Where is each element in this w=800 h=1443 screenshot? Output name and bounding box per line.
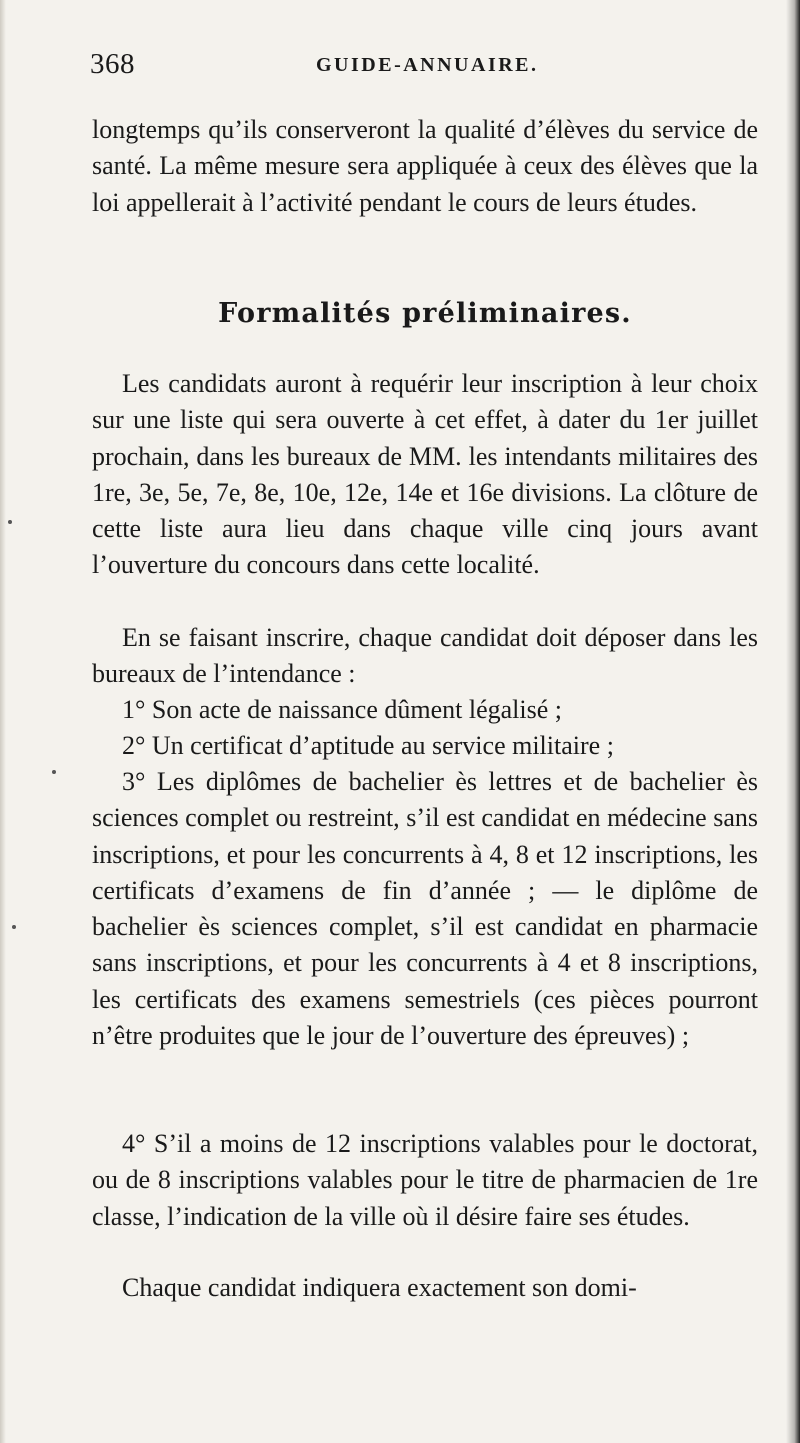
page-number: 368 — [90, 48, 135, 80]
running-title: GUIDE-ANNUAIRE. — [316, 54, 539, 76]
paragraph-3: En se faisant inscrire, chaque candidat doit déposer dans les bureaux de l’intendance : — [92, 623, 758, 689]
list-item-3: 3° Les diplômes de bachelier ès lettres et de bachelier ès sciences complet ou restreint, s’il est candidat en médecine sans inscriptions, et pour les concurrents à 4, 8 et 12 inscriptions, les certificats d’examens de fin d’année ; — le diplôme de bachelier ès sciences complet, s’il est candidat en pharmacie sans inscriptions, et pour les concurrents à 4 et 8 inscriptions, les certificats des examens semestriels (ces pièces pourront n’être produites que le jour de l’ouverture des épreuves) ; — [92, 767, 758, 1051]
list-item-4: 4° S’il a moins de 12 inscriptions valables pour le doctorat, ou de 8 inscriptions valables pour le titre de pharmacien de 1re classe, l’indication de la ville où il désire faire ses études. — [92, 1129, 758, 1231]
page-right-edge-shadow — [786, 0, 800, 1443]
page-left-shadow — [0, 0, 6, 1443]
section-title: Formalités préliminaires. — [218, 298, 632, 329]
page-header — [90, 48, 760, 88]
list-item-2: 2° Un certificat d’aptitude au service militaire ; — [122, 731, 614, 760]
paragraph-4: Chaque candidat indiquera exactement son domi- — [122, 1273, 637, 1302]
ink-speck — [12, 925, 16, 929]
paragraph-1: longtemps qu’ils conserveront la qualité d’élèves du service de santé. La même mesure sera appliquée à ceux des élèves que la loi appellerait à l’activité pendant le cours de leurs études. — [92, 115, 758, 217]
ink-speck — [52, 770, 56, 774]
paragraph-2: Les candidats auront à requérir leur inscription à leur choix sur une liste qui sera ouverte à cet effet, à dater du 1er juillet prochain, dans les bureaux de MM. les intendants militaires des 1re, 3e, 5e, 7e, 8e, 10e, 12e, 14e et 16e divisions. La clôture de cette liste aura lieu dans chaque ville cinq jours avant l’ouverture du concours dans cette localité. — [92, 369, 758, 580]
ink-speck — [8, 520, 12, 524]
list-item-1: 1° Son acte de naissance dûment légalisé ; — [122, 695, 562, 724]
